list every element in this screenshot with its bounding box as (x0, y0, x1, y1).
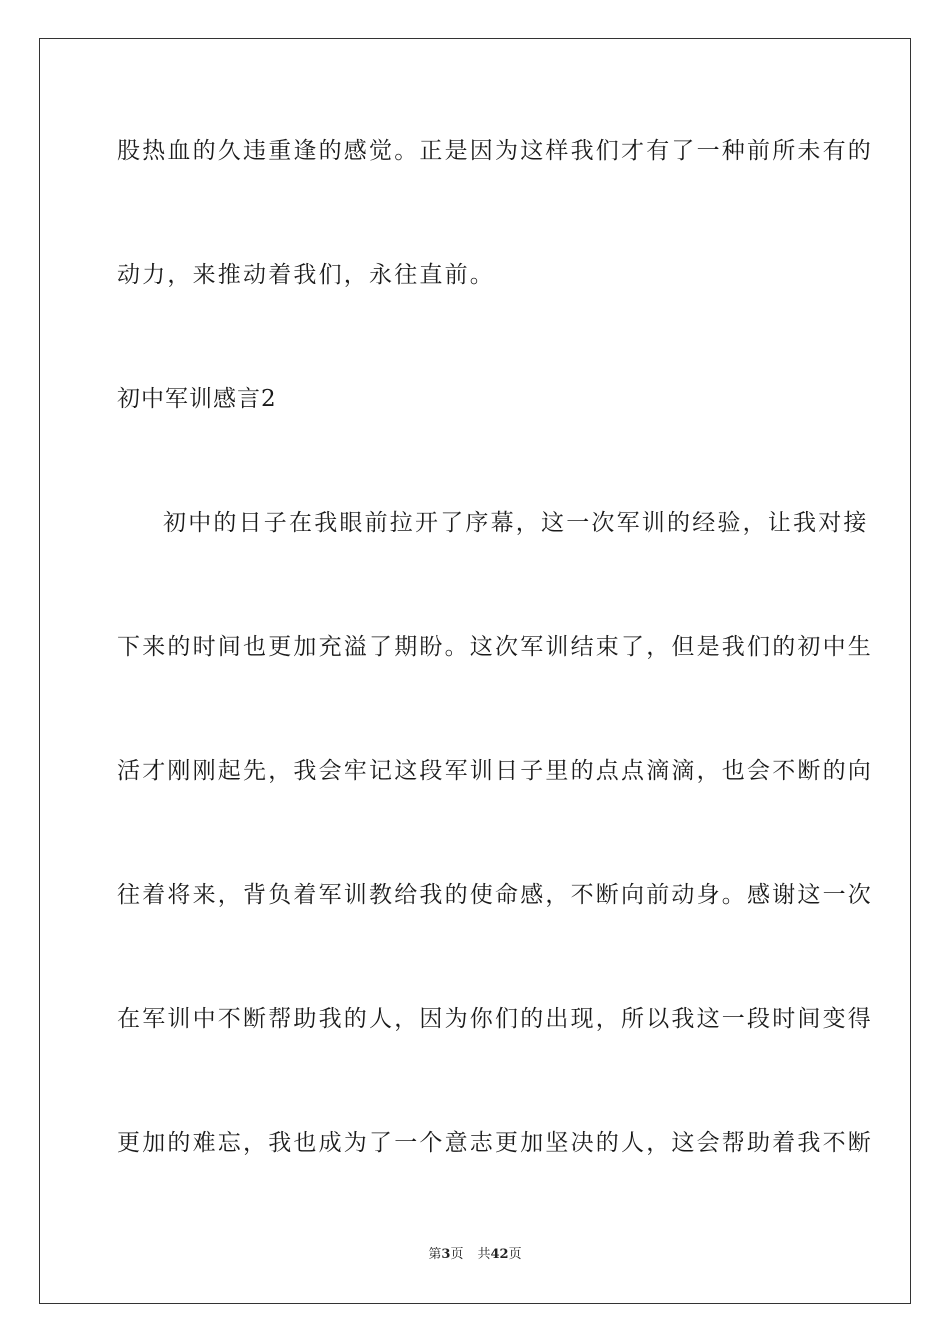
paragraph-line-5: 在军训中不断帮助我的人，因为你们的出现，所以我这一段时间变得 (117, 1006, 873, 1032)
text-line-2: 动力，来推动着我们，永往直前。 (117, 262, 495, 288)
paragraph-line-1: 初中的日子在我眼前拉开了序幕，这一次军训的经验，让我对接 (163, 510, 869, 536)
total-prefix: 共 (477, 1247, 491, 1262)
total-suffix: 页 (508, 1247, 522, 1262)
page-footer (0, 1246, 950, 1264)
paragraph-line-6: 更加的难忘，我也成为了一个意志更加坚决的人，这会帮助着我不断 (117, 1130, 873, 1156)
text-line-1: 股热血的久违重逢的感觉。正是因为这样我们才有了一种前所未有的 (117, 138, 873, 164)
paragraph-line-2: 下来的时间也更加充溢了期盼。这次军训结束了，但是我们的初中生 (117, 634, 873, 660)
page-prefix: 第 (428, 1247, 442, 1262)
paragraph-line-3: 活才刚刚起先，我会牢记这段军训日子里的点点滴滴，也会不断的向 (117, 758, 873, 784)
page-border (39, 38, 911, 1304)
page-suffix: 页 (450, 1247, 464, 1262)
section-heading: 初中军训感言2 (117, 386, 277, 412)
paragraph-line-4: 往着将来，背负着军训教给我的使命感，不断向前动身。感谢这一次 (117, 882, 873, 908)
page-number: 3 (441, 1247, 451, 1262)
total-pages: 42 (490, 1247, 509, 1262)
